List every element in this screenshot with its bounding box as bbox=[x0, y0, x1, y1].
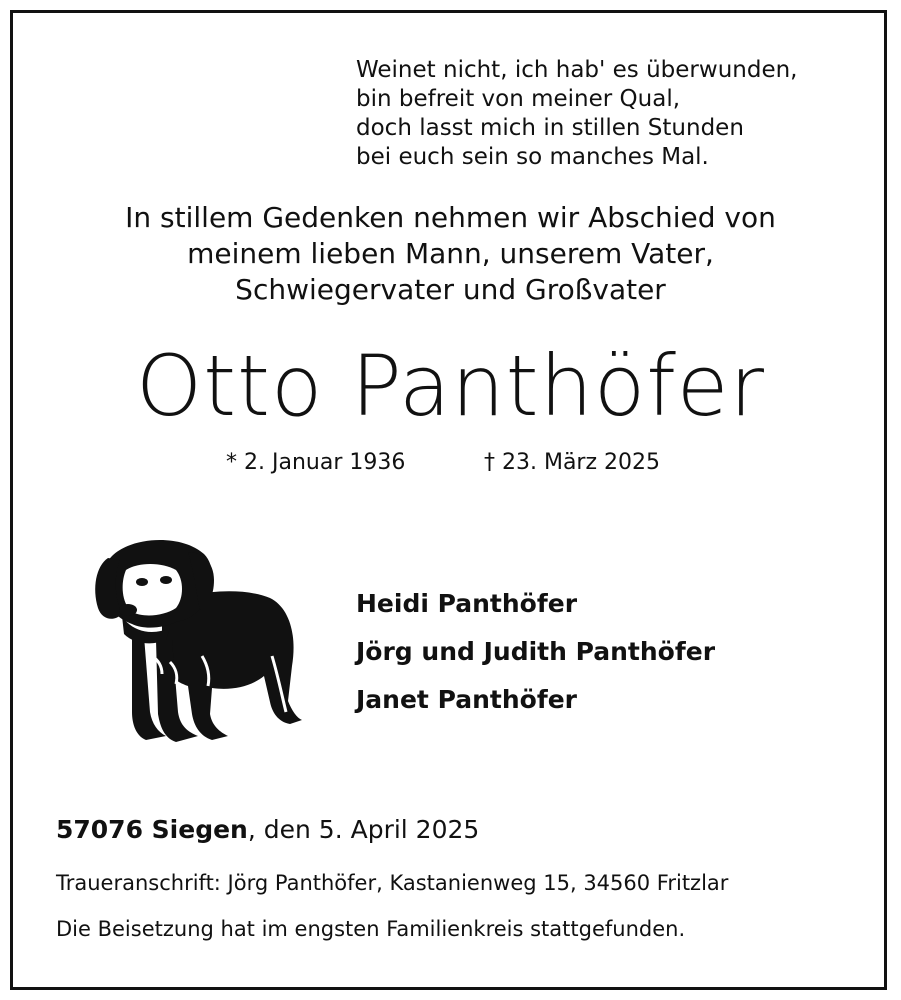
poem-line: Weinet nicht, ich hab' es überwunden, bbox=[356, 57, 798, 83]
birth-date: * 2. Januar 1936 bbox=[226, 450, 406, 475]
place-date bbox=[56, 813, 479, 847]
family-member: Heidi Panthöfer bbox=[356, 589, 578, 618]
date: , den 5. April 2025 bbox=[247, 815, 480, 844]
poem bbox=[356, 56, 797, 172]
poem-line: doch lasst mich in stillen Stunden bbox=[356, 115, 744, 141]
burial-note: Die Beisetzung hat im engsten Familienkreis stattgefunden. bbox=[56, 917, 686, 941]
intro-line: Schwiegervater und Großvater bbox=[235, 273, 666, 306]
intro-line: In stillem Gedenken nehmen wir Abschied von bbox=[125, 201, 776, 234]
mourning-address: Traueranschrift: Jörg Panthöfer, Kastanienweg 15, 34560 Fritzlar bbox=[56, 871, 729, 895]
dachshund-icon bbox=[92, 536, 302, 754]
family-list bbox=[356, 580, 715, 724]
family-member: Janet Panthöfer bbox=[356, 685, 577, 714]
intro-text bbox=[0, 200, 901, 308]
intro-line: meinem lieben Mann, unserem Vater, bbox=[187, 237, 714, 270]
poem-line: bin befreit von meiner Qual, bbox=[356, 86, 681, 112]
deceased-name: Otto Panthöfer bbox=[135, 337, 766, 435]
place: 57076 Siegen bbox=[56, 815, 248, 844]
family-member: Jörg und Judith Panthöfer bbox=[356, 637, 716, 666]
poem-line: bei euch sein so manches Mal. bbox=[356, 144, 709, 170]
death-date: † 23. März 2025 bbox=[484, 450, 661, 475]
